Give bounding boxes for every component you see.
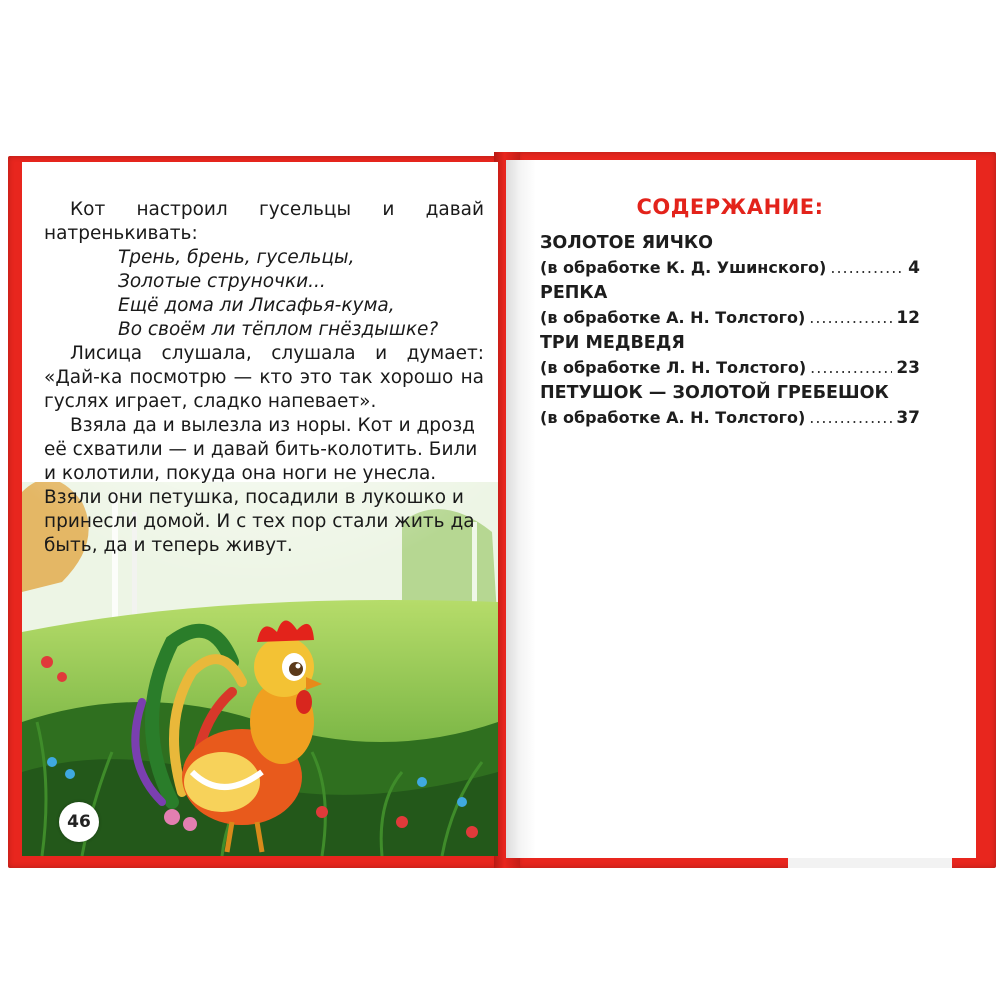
toc-entry-title: ТРИ МЕДВЕДЯ — [540, 333, 685, 353]
verse-line: Во своём ли тёплом гнёздышке? — [118, 319, 439, 340]
page-number: 46 — [59, 802, 99, 842]
story-paragraph: Лисица слушала, слушала и думает: «Дай-ка посмотрю — кто это так хорошо на гуслях играет, сладко напевает». — [44, 343, 484, 412]
toc-entry-adaptation: (в обработке А. Н. Толстого) — [540, 408, 806, 427]
toc-leader-dots — [809, 405, 892, 431]
toc-heading: СОДЕРЖАНИЕ: — [636, 195, 824, 219]
toc-entry-adaptation: (в обработке К. Д. Ушинского) — [540, 258, 827, 277]
toc-entry-line — [540, 405, 920, 431]
toc-entry-page: 12 — [896, 308, 920, 328]
toc-entry — [540, 331, 920, 381]
verse-line: Золотые струночки... — [118, 271, 326, 292]
toc-entry-page: 23 — [896, 358, 920, 378]
toc-entry-page: 37 — [896, 408, 920, 428]
toc-leader-dots — [810, 355, 892, 381]
toc-leader-dots — [830, 255, 904, 281]
toc-entry-line — [540, 355, 920, 381]
toc-entry — [540, 381, 920, 431]
toc-entry-line — [540, 305, 920, 331]
verse-line: Ещё дома ли Лисафья-кума, — [118, 295, 395, 316]
story-text — [44, 198, 484, 558]
story-paragraph: Кот настроил гусельцы и давай натренькивать: — [44, 199, 484, 244]
toc-entry-adaptation: (в обработке Л. Н. Толстого) — [540, 358, 807, 377]
toc-entry — [540, 231, 920, 281]
toc-entry-title: ЗОЛОТОЕ ЯИЧКО — [540, 233, 714, 253]
toc-entry-adaptation: (в обработке А. Н. Толстого) — [540, 308, 806, 327]
toc-entry-line — [540, 255, 920, 281]
toc-entry-page: 4 — [908, 258, 920, 278]
table-of-contents — [540, 195, 920, 431]
story-paragraph: Взяла да и вылезла из норы. Кот и дрозд её схватили — и давай бить-колотить. Били и колотили, покуда она ноги не унесла. Взяли они петушка, посадили в лукошко и принесли домой. И с тех пор стали жить да быть, да и теперь живут. — [44, 415, 478, 556]
toc-entry-title: РЕПКА — [540, 283, 608, 303]
toc-entry-title: ПЕТУШОК — ЗОЛОТОЙ ГРЕБЕШОК — [540, 383, 889, 403]
toc-entry — [540, 281, 920, 331]
verse-line: Трень, брень, гусельцы, — [118, 247, 355, 268]
left-page — [22, 162, 498, 856]
toc-leader-dots — [809, 305, 892, 331]
